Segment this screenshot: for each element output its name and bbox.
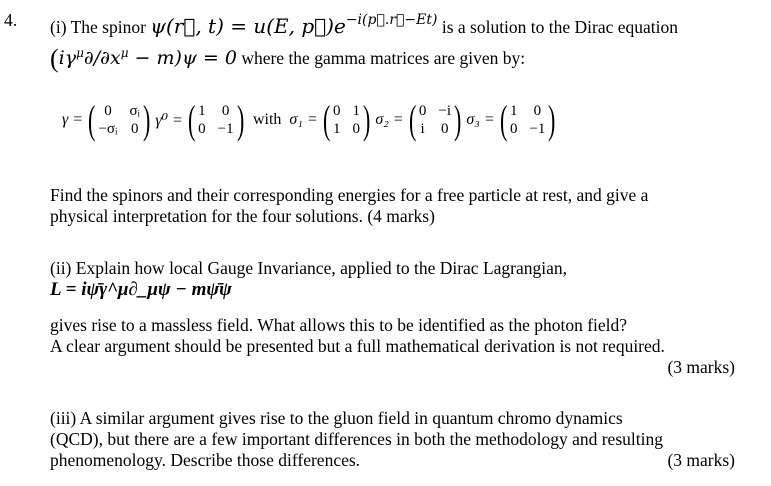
- part-i-task-line2: physical interpretation for the four solutions. (4 marks): [50, 206, 435, 226]
- gamma0-label: γ⁰ =: [155, 112, 183, 129]
- spinor-definition: ψ(r⃗, t) = u(E, p⃗)e: [150, 14, 346, 38]
- dirac-i-gamma: iγ: [58, 47, 77, 69]
- part-iii-marks: (3 marks): [667, 450, 735, 470]
- gamma-label: γ =: [62, 111, 84, 128]
- part-iii-line3: phenomenology. Describe those differences.: [50, 450, 361, 470]
- part-i-line1: [50, 10, 678, 37]
- sigma3-matrix: 1 0 0 −1: [509, 103, 546, 137]
- gamma0-matrix: 1 0 0 −1: [198, 103, 234, 137]
- gamma-intro-text: where the gamma matrices are given by:: [241, 48, 526, 68]
- with-text: with: [252, 111, 282, 128]
- matrix-definitions: γ = ( 0 σᵢ −σᵢ 0 ) γ⁰ = ( 1 0 0 −1 ) with σ₁ = ( 0 1 1 0 ) σ₂ = ( 0 −i i 0 ) σ₃ = ( 1 0 0 −1 ): [62, 97, 556, 142]
- sigma3-label: σ₃ =: [466, 111, 495, 128]
- dirac-partial: ∂/∂x: [83, 47, 121, 69]
- part-ii-line3: gives rise to a massless field. What allows this to be identified as the photon field?: [50, 315, 628, 335]
- part-ii-line1: (ii) Explain how local Gauge Invariance, applied to the Dirac Lagrangian,: [50, 258, 568, 278]
- question-number: 4.: [4, 10, 18, 30]
- sigma1-label: σ₁ =: [289, 111, 318, 128]
- solution-text: is a solution to the Dirac equation: [441, 17, 679, 37]
- sigma1-matrix: 0 1 1 0: [332, 103, 360, 137]
- part-i-label: (i) The spinor: [50, 17, 146, 37]
- gamma-matrix: 0 σᵢ −σᵢ 0: [98, 103, 140, 137]
- dirac-equation-line: [50, 43, 526, 73]
- dirac-mu: μ: [76, 46, 84, 60]
- part-iii-line2: (QCD), but there are a few important differences in both the methodology and resulting: [50, 429, 663, 449]
- spinor-exponent: −i(p⃗.r⃗−Et): [345, 12, 438, 28]
- sigma2-matrix: 0 −i i 0: [418, 103, 452, 137]
- dirac-mu-2: μ: [120, 46, 129, 60]
- sigma2-label: σ₂ =: [375, 111, 404, 128]
- dirac-lagrangian: L = iψ̄γ^μ∂_μψ − mψ̄ψ: [50, 279, 232, 300]
- dirac-open-paren: (: [50, 44, 59, 73]
- dirac-rest: − m)ψ = 0: [128, 47, 237, 69]
- part-ii-line4: A clear argument should be presented but a full mathematical derivation is not required.: [50, 336, 665, 356]
- part-iii-line1: (iii) A similar argument gives rise to the gluon field in quantum chromo dynamics: [50, 408, 623, 428]
- part-ii-marks: (3 marks): [667, 357, 735, 377]
- part-i-task-line1: Find the spinors and their corresponding energies for a free particle at rest, and give a: [50, 185, 649, 205]
